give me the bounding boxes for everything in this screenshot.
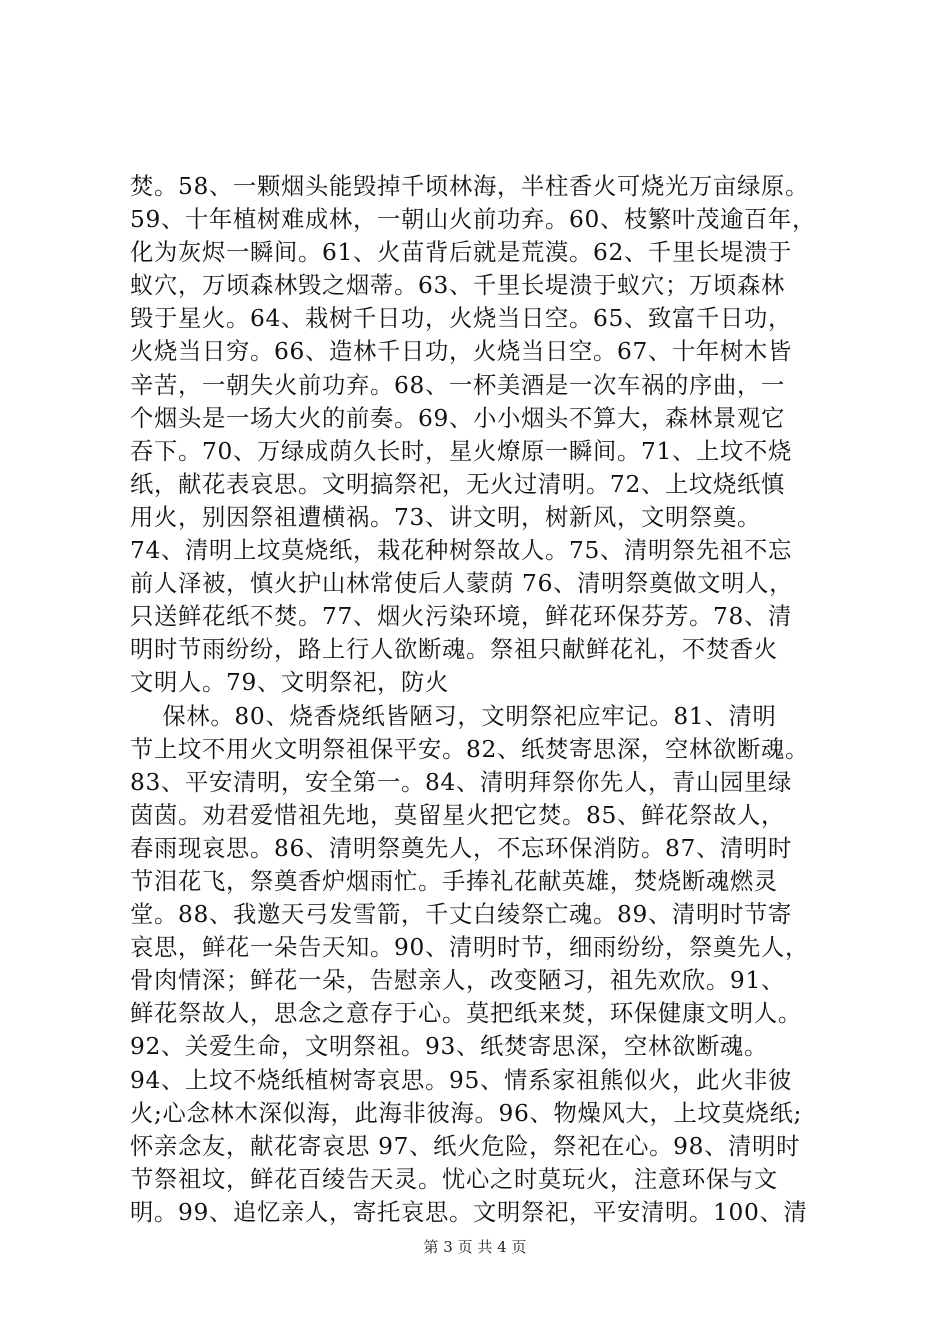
text-line: 83、平安清明，安全第一。84、清明拜祭你先人，青山园里绿 (130, 768, 793, 796)
text-line: 吞下。70、万绿成荫久长时，星火燎原一瞬间。71、上坟不烧 (130, 437, 793, 465)
text-line: 保林。80、烧香烧纸皆陋习，文明祭祀应牢记。81、清明 (130, 702, 777, 730)
text-line: 只送鲜花纸不焚。77、烟火污染环境，鲜花环保芬芳。78、清 (130, 603, 793, 631)
text-line: 火;心念林木深似海，此海非彼海。96、物燥风大，上坟莫烧纸; (130, 1099, 803, 1127)
body-text (130, 170, 830, 1229)
text-line: 个烟头是一场大火的前奏。69、小小烟头不算大，森林景观它 (130, 404, 785, 432)
page-footer: 第 3 页 共 4 页 (423, 1238, 527, 1256)
text-line: 节泪花飞，祭奠香炉烟雨忙。手捧礼花献英雄，焚烧断魂燃灵 (130, 867, 778, 895)
text-line: 焚。58、一颗烟头能毁掉千顷林海，半柱香火可烧光万亩绿原。 (130, 173, 809, 200)
text-line: 辛苦，一朝失火前功弃。68、一杯美酒是一次车祸的序曲，一 (130, 371, 785, 399)
text-line: 94、上坟不烧纸植树寄哀思。95、情系家祖熊似火，此火非彼 (130, 1066, 793, 1094)
text-line: 鲜花祭故人，思念之意存于心。莫把纸来焚，环保健康文明人。 (130, 1000, 802, 1028)
text-line: 蚁穴，万顷森林毁之烟蒂。63、千里长堤溃于蚁穴；万顷森林 (130, 272, 785, 300)
text-line: 茵茵。劝君爱惜祖先地，莫留星火把它焚。85、鲜花祭故人， (130, 801, 785, 829)
text-line: 怀亲念友，献花寄哀思 97、纸火危险，祭祀在心。98、清明时 (130, 1132, 801, 1160)
text-line: 明时节雨纷纷，路上行人欲断魂。祭祖只献鲜花礼，不焚香火 (130, 636, 778, 664)
text-line: 毁于星火。64、栽树千日功，火烧当日空。65、致富千日功， (130, 305, 793, 333)
text-line: 明。99、追忆亲人，寄托哀思。文明祭祀，平安清明。100、清 (130, 1198, 808, 1226)
text-line: 节上坟不用火文明祭祖保平安。82、纸焚寄思深，空林欲断魂。 (130, 735, 809, 763)
text-line: 92、关爱生命，文明祭祖。93、纸焚寄思深，空林欲断魂。 (130, 1033, 769, 1061)
text-line: 74、清明上坟莫烧纸，栽花种树祭故人。75、清明祭先祖不忘 (130, 537, 793, 565)
text-line: 用火，别因祭祖遭横祸。73、讲文明，树新风，文明祭奠。 (130, 503, 761, 531)
text-line: 文明人。79、文明祭祀，防火 (130, 669, 450, 697)
text-line: 前人泽被，慎火护山林常使后人蒙荫 76、清明祭奠做文明人， (130, 570, 794, 598)
text-line: 纸，献花表哀思。文明搞祭祀，无火过清明。72、上坟烧纸慎 (130, 470, 785, 498)
text-line: 化为灰烬一瞬间。61、火苗背后就是荒漠。62、千里长堤溃于 (130, 239, 793, 267)
text-line: 火烧当日穷。66、造林千日功，火烧当日空。67、十年树木皆 (130, 338, 793, 366)
text-line: 节祭祖坟，鲜花百绫告天灵。忧心之时莫玩火，注意环保与文 (130, 1165, 778, 1193)
text-line: 堂。88、我邀天弓发雪箭，千丈白绫祭亡魂。89、清明时节寄 (130, 901, 793, 929)
text-line: 春雨现哀思。86、清明祭奠先人，不忘环保消防。87、清明时 (130, 834, 793, 862)
text-line: 哀思，鲜花一朵告天知。90、清明时节，细雨纷纷，祭奠先人， (130, 934, 809, 962)
text-line: 59、十年植树难成林，一朝山火前功弃。60、枝繁叶茂逾百年， (130, 206, 817, 234)
text-line: 骨肉情深；鲜花一朵，告慰亲人，改变陋习，祖先欢欣。91、 (130, 967, 785, 995)
